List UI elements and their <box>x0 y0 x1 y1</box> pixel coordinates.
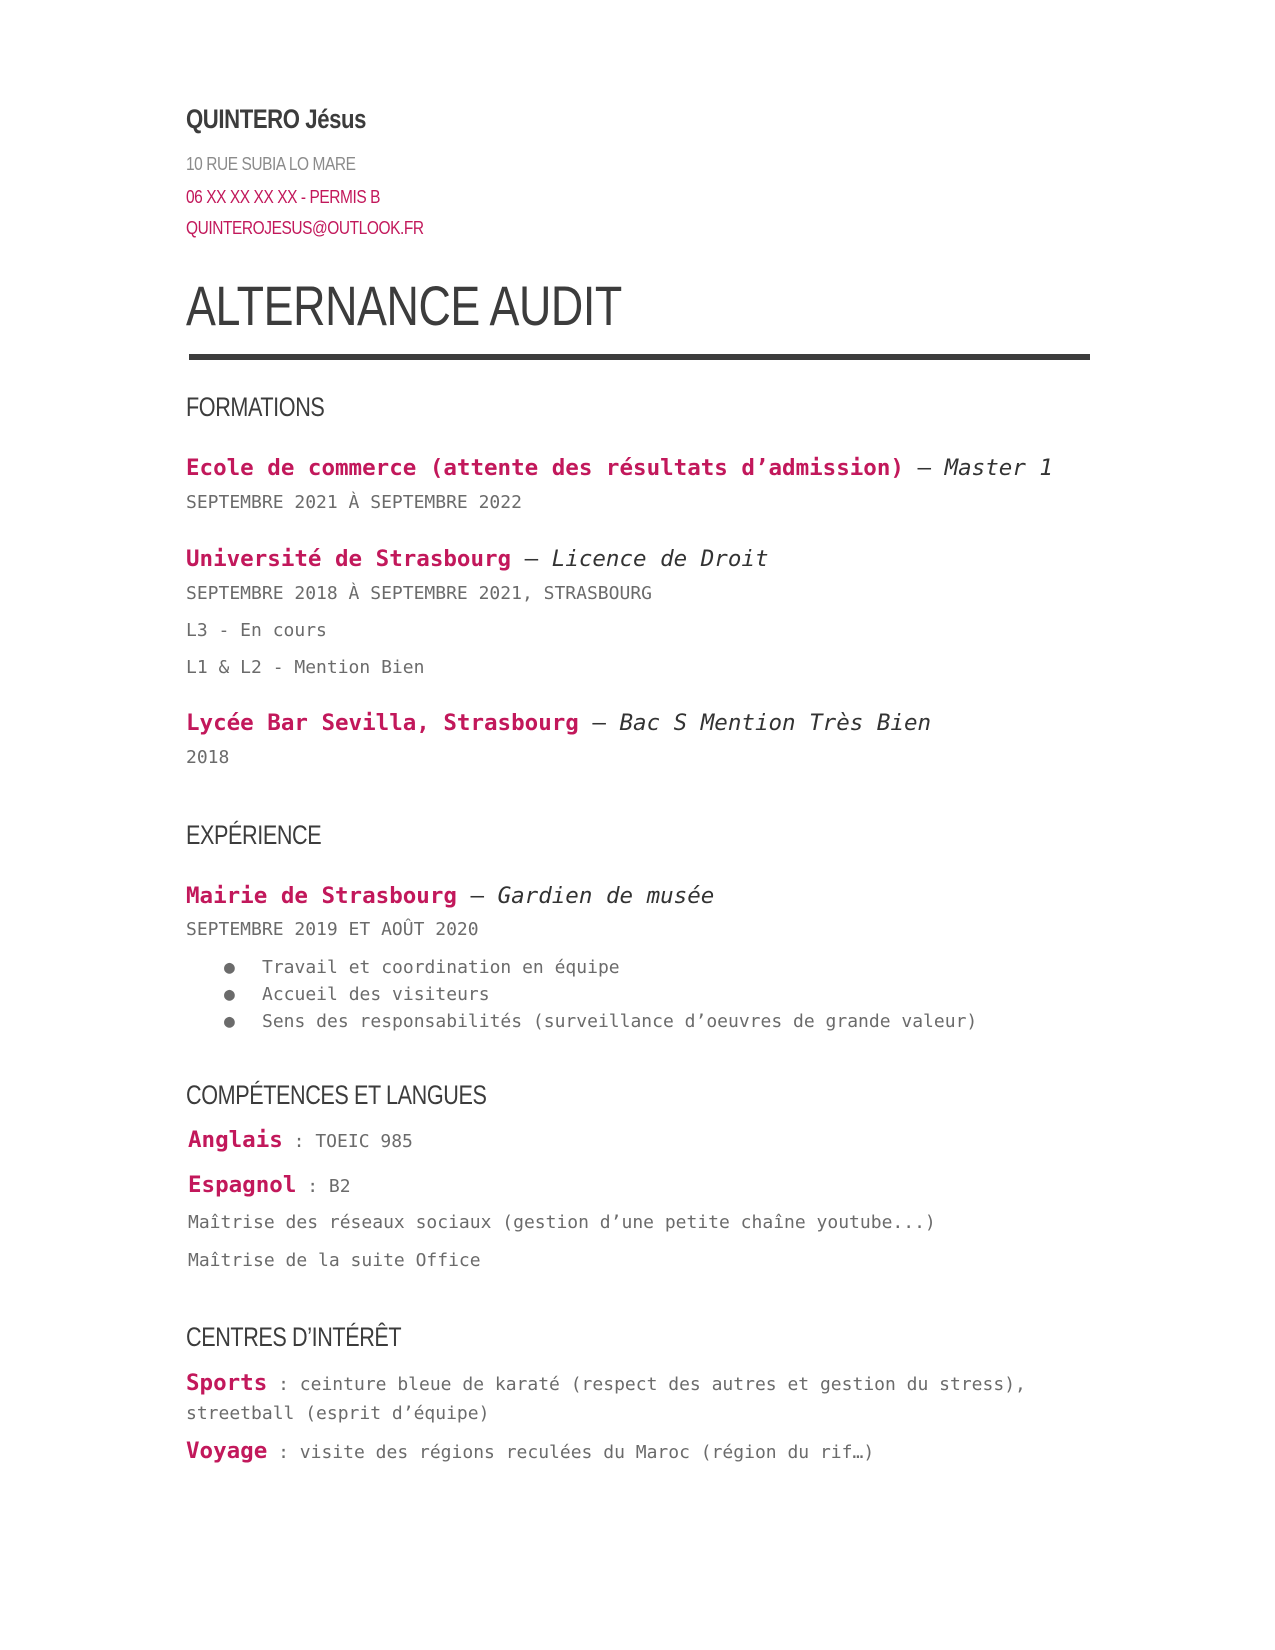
formation-entry-title <box>186 546 769 572</box>
colon-separator: : <box>267 1374 300 1395</box>
bullet-text: Accueil des visiteurs <box>262 984 490 1005</box>
colon-separator: : <box>267 1442 300 1463</box>
interest-line <box>186 1369 1086 1399</box>
interest-line <box>186 1437 1086 1467</box>
colon-separator: : <box>282 1131 316 1152</box>
em-dash: — <box>578 710 620 736</box>
list-item <box>224 981 977 1008</box>
language-skill <box>188 1127 413 1153</box>
formation-entry-title <box>186 455 1053 481</box>
address: 10 RUE SUBIA LO MARE <box>186 154 356 174</box>
section-heading-interests: CENTRES D’INTÉRÊT <box>186 1322 402 1352</box>
interest-line <box>186 1399 1086 1428</box>
formation-note: L1 & L2 - Mention Bien <box>186 657 425 678</box>
list-item <box>224 1008 977 1035</box>
job-title: ALTERNANCE AUDIT <box>186 274 622 337</box>
formation-degree: Licence de Droit <box>551 546 769 572</box>
em-dash: — <box>511 546 552 572</box>
bullet-text: Travail et coordination en équipe <box>262 957 620 978</box>
formation-school: Lycée Bar Sevilla, Strasbourg <box>186 710 579 736</box>
language-name: Anglais <box>188 1127 283 1153</box>
formation-degree: Bac S Mention Très Bien <box>619 710 932 736</box>
em-dash: — <box>903 455 945 481</box>
email: QUINTEROJESUS@OUTLOOK.FR <box>186 218 424 238</box>
language-level: TOEIC 985 <box>315 1131 413 1152</box>
formation-degree: Master 1 <box>944 455 1053 481</box>
language-name: Espagnol <box>188 1172 297 1198</box>
formation-school: Ecole de commerce (attente des résultats d’admission) <box>186 455 904 481</box>
interest-item <box>186 1369 1086 1428</box>
bullet-icon: ● <box>224 957 235 978</box>
formation-school: Université de Strasbourg <box>186 546 512 572</box>
interest-text: ceinture bleue de karaté (respect des autres et gestion du stress), <box>299 1374 1026 1395</box>
skill-item: Maîtrise de la suite Office <box>188 1250 481 1271</box>
experience-dates: SEPTEMBRE 2019 ET AOÛT 2020 <box>186 919 479 940</box>
section-heading-formations: FORMATIONS <box>186 392 325 422</box>
interest-text: streetball (esprit d’équipe) <box>186 1403 490 1424</box>
experience-role: Gardien de musée <box>497 883 715 909</box>
bullet-icon: ● <box>224 984 235 1005</box>
skill-item: Maîtrise des réseaux sociaux (gestion d’une petite chaîne youtube...) <box>188 1212 936 1233</box>
formation-entry-title <box>186 710 931 736</box>
section-heading-experience: EXPÉRIENCE <box>186 820 322 850</box>
formation-note: L3 - En cours <box>186 620 327 641</box>
section-heading-skills: COMPÉTENCES ET LANGUES <box>186 1080 487 1110</box>
bullet-text: Sens des responsabilités (surveillance d’oeuvres de grande valeur) <box>262 1011 978 1032</box>
experience-entry-title <box>186 883 714 909</box>
list-item <box>224 954 977 981</box>
interest-label: Voyage <box>186 1438 268 1464</box>
candidate-name: QUINTERO Jésus <box>186 104 367 134</box>
bullet-icon: ● <box>224 1011 235 1032</box>
colon-separator: : <box>296 1176 329 1197</box>
title-divider <box>189 354 1090 360</box>
phone-permis: 06 XX XX XX XX - PERMIS B <box>186 187 381 207</box>
formation-dates: SEPTEMBRE 2018 À SEPTEMBRE 2021, STRASBOURG <box>186 583 652 604</box>
language-level: B2 <box>328 1176 351 1197</box>
interest-text: visite des régions reculées du Maroc (région du rif…) <box>299 1442 875 1463</box>
language-skill <box>188 1172 351 1198</box>
interest-label: Sports <box>186 1370 268 1396</box>
experience-employer: Mairie de Strasbourg <box>186 883 457 909</box>
formation-dates: 2018 <box>186 747 230 768</box>
experience-bullet-list <box>224 954 977 1035</box>
em-dash: — <box>456 883 498 909</box>
interest-item <box>186 1437 1086 1467</box>
formation-dates: SEPTEMBRE 2021 À SEPTEMBRE 2022 <box>186 492 522 513</box>
